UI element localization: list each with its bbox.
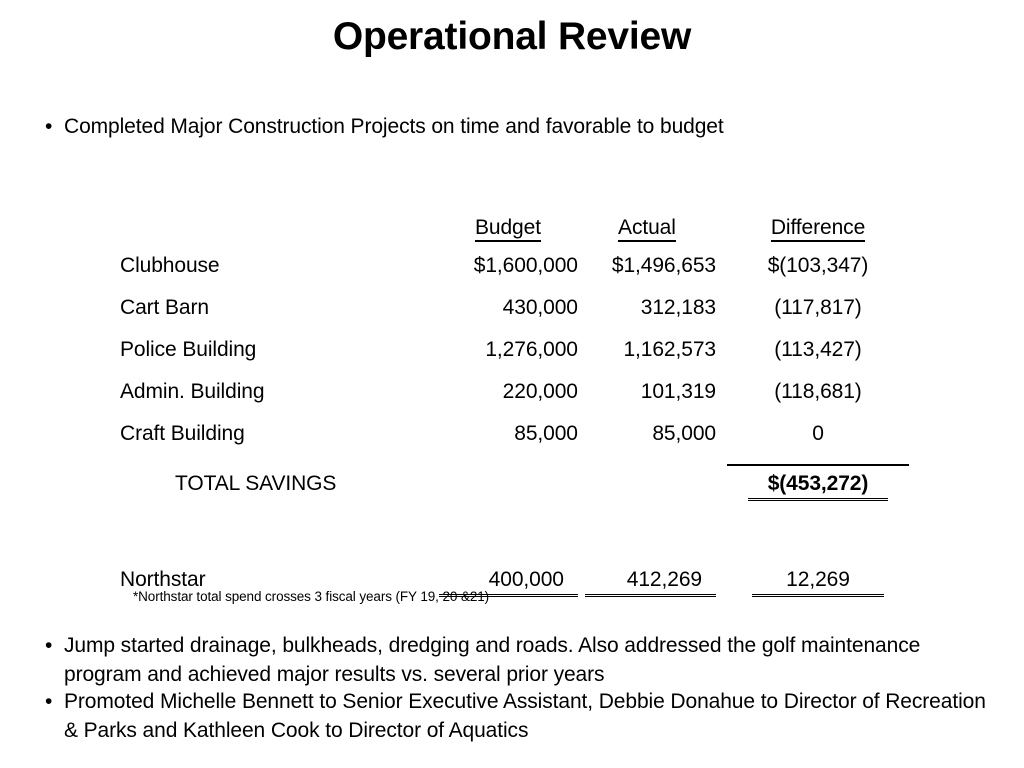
row-label-northstar: Northstar bbox=[120, 568, 206, 591]
bullet-text: Promoted Michelle Bennett to Senior Executive Assistant, Debbie Donahue to Director of Recreation & Parks and Kathleen Cook to Director of Aquatics bbox=[64, 690, 986, 742]
table-row bbox=[120, 380, 920, 422]
cell-actual-northstar: 412,269 bbox=[578, 568, 716, 602]
cell-actual-total bbox=[578, 472, 716, 512]
column-header-actual: Actual bbox=[578, 216, 716, 254]
cell-budget-police-building: 1,276,000 bbox=[485, 338, 578, 361]
cell-difference-northstar: 12,269 bbox=[716, 568, 920, 602]
cell-actual-craft-building: 85,000 bbox=[652, 422, 716, 445]
footnote-northstar: *Northstar total spend crosses 3 fiscal years (FY 19, 20 &21) bbox=[133, 589, 490, 604]
table-row bbox=[120, 254, 920, 296]
cell-difference-total: $(453,272) bbox=[716, 472, 920, 512]
bullet-text: Jump started drainage, bulkheads, dredging and roads. Also addressed the golf maintenance program and achieved major results vs. several prior years bbox=[64, 634, 921, 686]
bullet-marker-icon: • bbox=[45, 115, 53, 138]
bullet-marker-icon: • bbox=[45, 690, 53, 713]
bullet-item-construction bbox=[36, 112, 986, 141]
cell-difference-cart-barn: (117,817) bbox=[774, 296, 862, 319]
cell-budget-cart-barn: 430,000 bbox=[502, 296, 578, 319]
subtotal-rule bbox=[716, 464, 920, 472]
table-row bbox=[120, 422, 920, 464]
row-label-admin-building: Admin. Building bbox=[120, 380, 265, 403]
cell-difference-craft-building: 0 bbox=[812, 422, 824, 445]
table-header-row bbox=[120, 216, 920, 254]
cell-budget-northstar: 400,000 bbox=[438, 568, 578, 602]
cell-budget-total bbox=[438, 472, 578, 512]
horizontal-rule bbox=[727, 464, 909, 466]
table-row bbox=[120, 338, 920, 380]
cell-budget-craft-building: 85,000 bbox=[514, 422, 578, 445]
column-header-difference: Difference bbox=[716, 216, 920, 254]
construction-budget-table bbox=[120, 216, 920, 602]
subtotal-rule-row bbox=[120, 464, 920, 472]
table-row bbox=[120, 296, 920, 338]
row-label-craft-building: Craft Building bbox=[120, 422, 245, 445]
column-header-budget: Budget bbox=[438, 216, 578, 254]
table-spacer-row bbox=[120, 512, 920, 568]
bullet-marker-icon: • bbox=[45, 634, 53, 657]
cell-budget-clubhouse: $1,600,000 bbox=[473, 254, 578, 277]
row-label-total-savings: TOTAL SAVINGS bbox=[175, 472, 337, 495]
bullet-text: Completed Major Construction Projects on time and favorable to budget bbox=[64, 115, 724, 138]
cell-difference-clubhouse: $(103,347) bbox=[767, 254, 869, 277]
page-title: Operational Review bbox=[332, 15, 692, 58]
cell-actual-admin-building: 101,319 bbox=[640, 380, 716, 403]
row-label-clubhouse: Clubhouse bbox=[120, 254, 220, 277]
bullet-item-promotions bbox=[36, 687, 996, 745]
table-row-total bbox=[120, 472, 920, 512]
cell-difference-police-building: (113,427) bbox=[774, 338, 862, 361]
cell-actual-clubhouse: $1,496,653 bbox=[611, 254, 716, 277]
cell-actual-police-building: 1,162,573 bbox=[623, 338, 716, 361]
row-label-police-building: Police Building bbox=[120, 338, 257, 361]
cell-budget-admin-building: 220,000 bbox=[502, 380, 578, 403]
column-header-label bbox=[120, 216, 438, 254]
cell-difference-admin-building: (118,681) bbox=[774, 380, 862, 403]
cell-actual-cart-barn: 312,183 bbox=[640, 296, 716, 319]
bullet-item-drainage bbox=[36, 631, 996, 689]
row-label-cart-barn: Cart Barn bbox=[120, 296, 209, 319]
